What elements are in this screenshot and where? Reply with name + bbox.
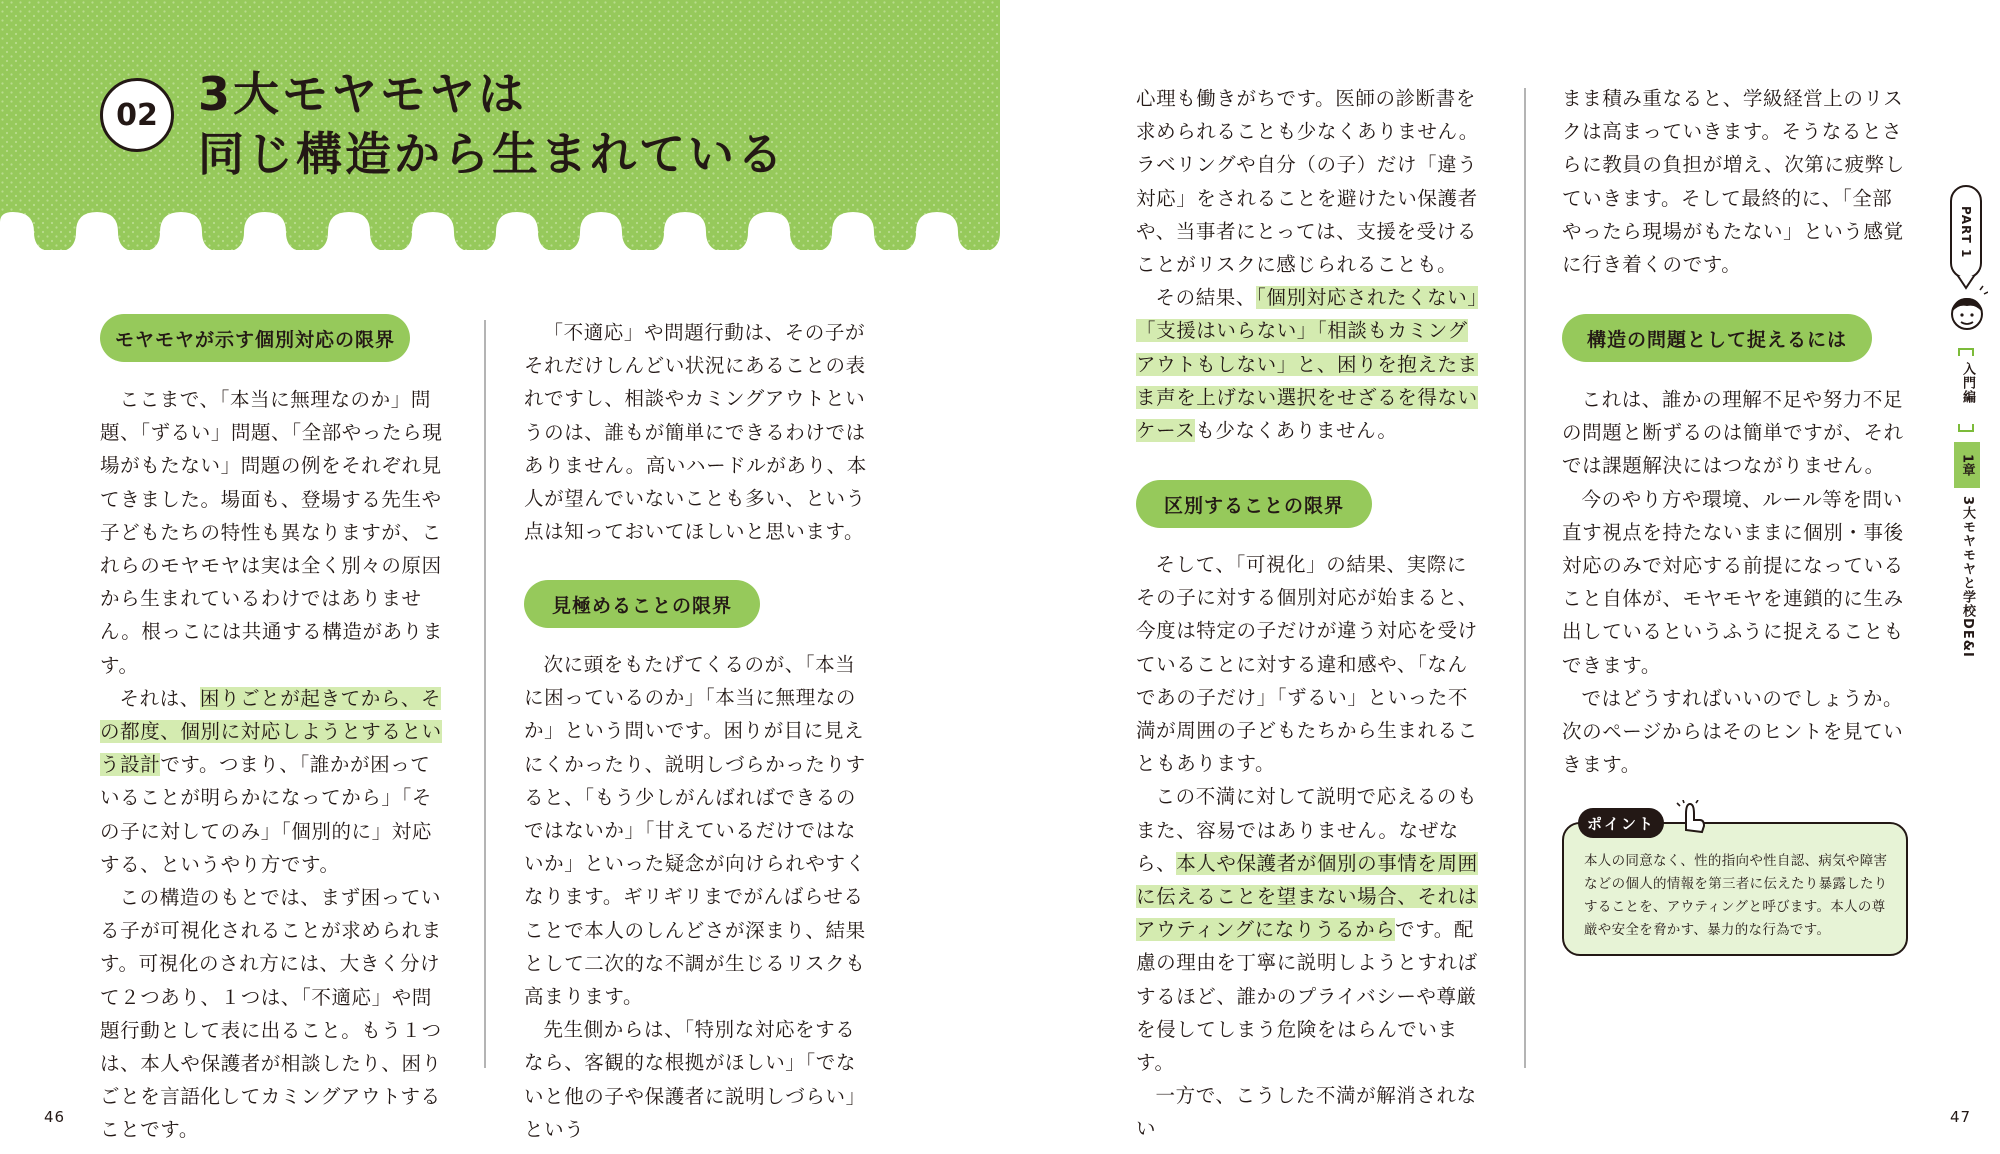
point-label: ポイント <box>1578 808 1664 838</box>
paragraph: そして、「可視化」の結果、実際にその子に対する個別対応が始まると、今度は特定の子だけが違う対応を受けていることに対する違和感や、「なんであの子だけ」「ずるい」といった不満が周囲の子どもたちから生まれることもあります。 <box>1136 553 1478 776</box>
text: この不満に対して説明で応えるのもまた、容易ではありません。なぜなら、 <box>1136 785 1478 875</box>
paragraph: これは、誰かの理解不足や努力不足の問題と断ずるのは簡単ですが、それでは課題解決にはつながりません。 <box>1562 388 1904 478</box>
paragraph <box>1136 780 1486 1079</box>
column-4-cont <box>1562 383 1912 781</box>
paragraph: 一方で、こうした不満が解消されない <box>1136 1084 1477 1141</box>
paragraph: 心理も働きがちです。医師の診断書を求められることも少なくありません。ラベリングや自分（の子）だけ「違う対応」をされることを避けたい保護者や、当事者にとっては、支援を受けることがリスクに感じられることも。 <box>1136 87 1479 277</box>
paragraph: まま積み重なると、学級経営上のリスクは高まっていきます。そうなるとさらに教員の負担が増え、次第に疲弊していきます。そして最終的に、「全部やったら現場がもたない」という感覚に行き着くのです。 <box>1562 87 1905 277</box>
highlighted-text: 本人や保護者が個別の事情を周囲に伝えることを望まない場合、それはアウティングになりうるから <box>1136 851 1478 942</box>
character-face-icon <box>1946 284 1988 340</box>
section-number: 02 <box>100 78 174 152</box>
page-title-line1: 3大モヤモヤは <box>198 67 528 121</box>
column-divider <box>1524 88 1526 1068</box>
chapter-title-label: 3大モヤモヤと学校DE&I <box>1960 496 1975 658</box>
paragraph: 「不適応」や問題行動は、その子がそれだけしんどい状況にあることの表れですし、相談やカミングアウトというのは、誰もが簡単にできるわけではありません。高いハードルがあり、本人が望んでいないことも多い、という点は知っておいてほしいと思います。 <box>524 321 867 544</box>
bracket-bottom <box>1958 424 1974 432</box>
paragraph: 今のやり方や環境、ルール等を問い直す視点を持たないままに個別・事後対応のみで対応する前提になっていること自体が、モヤモヤを連鎖的に生み出しているというふうに捉えることもできます。 <box>1562 487 1904 677</box>
page-number-left: 46 <box>44 1108 66 1126</box>
point-note-text: 本人の同意なく、性的指向や性自認、病気や障害などの個人的情報を第三者に伝えたり暴露したりすることを、アウティングと呼びます。本人の尊厳や安全を脅かす、暴力的な行為です。 <box>1584 853 1888 938</box>
section-heading-structural-view: 構造の問題として捉えるには <box>1562 314 1872 362</box>
paragraph: 先生側からは、「特別な対応をするなら、客観的な根拠がほしい」「でないと他の子や保護者に説明しづらい」という <box>524 1018 866 1141</box>
text: それは、 <box>119 686 200 710</box>
chapter-label: 1章 <box>1959 453 1975 477</box>
section-heading-judgement-limit: 見極めることの限界 <box>524 580 760 628</box>
right-page <box>1000 0 2000 1154</box>
column-4 <box>1562 82 1912 281</box>
column-3 <box>1136 82 1486 447</box>
column-2-cont <box>524 648 874 1146</box>
section-heading-distinction-limit: 区別することの限界 <box>1136 480 1372 528</box>
page-title-line2: 同じ構造から生まれている <box>198 127 786 181</box>
chapter-header <box>0 0 1000 250</box>
highlighted-text: 困りごとが起きてから、その都度、個別に対応しようとするという設計 <box>100 686 442 777</box>
paragraph: 次に頭をもたげてくるのが、「本当に困っているのか」「本当に無理なのか」という問いです。困りが目に見えにくかったり、説明しづらかったりすると、「もう少しがんばればできるのではないか」「甘えているだけではないか」といった疑念が向けられやすくなります。ギリギリまでがんばらせることで本人のしんどさが深まり、結果として二次的な不調が生じるリスクも高まります。 <box>524 653 866 1009</box>
column-1 <box>100 383 450 1147</box>
page-number-right: 47 <box>1950 1108 1972 1126</box>
chapter-tab <box>1954 442 1980 488</box>
text: その結果、 <box>1155 286 1257 310</box>
paragraph: ではどうすればいいのでしょうか。次のページからはそのヒントを見ていきます。 <box>1562 686 1904 777</box>
part-tab <box>1950 185 1982 279</box>
text: です。配慮の理由を丁寧に説明しようとすればするほど、誰かのプライバシーや尊厳を侵してしまう危険をはらんでいます。 <box>1136 918 1478 1075</box>
column-2 <box>524 316 874 548</box>
part-name-label: 入門編 <box>1960 362 1975 404</box>
column-3-cont <box>1136 548 1486 1146</box>
paragraph <box>1136 281 1486 447</box>
point-note <box>1562 822 1908 956</box>
column-divider <box>484 320 486 1068</box>
text: です。つまり、「誰かが困っていることが明らかになってから」「その子に対してのみ」「個別的に」対応する、というやり方です。 <box>100 753 432 876</box>
highlighted-text: 「個別対応されたくない」「支援はいらない」「相談もカミングアウトもしない」と、困りを抱えたまま声を上げない選択をせざるを得ないケース <box>1136 286 1478 443</box>
paragraph: この構造のもとでは、まず困っている子が可視化されることが求められます。可視化のされ方には、大きく分けて２つあり、１つは、「不適応」や問題行動として表に出ること。もう１つは、本人や保護者が相談したり、困りごとを言語化してカミングアウトすることです。 <box>100 886 442 1142</box>
part-label: PART 1 <box>1959 205 1973 259</box>
pointing-hand-icon <box>1676 800 1706 834</box>
bracket-top <box>1958 348 1974 356</box>
paragraph <box>100 682 450 881</box>
section-heading-individual-limit: モヤモヤが示す個別対応の限界 <box>100 314 410 362</box>
paragraph: ここまで、「本当に無理なのか」問題、「ずるい」問題、「全部やったら現場がもたない」問題の例をそれぞれ見てきました。場面も、登場する先生や子どもたちの特性も異なりますが、これらのモヤモヤは実は全く別々の原因から生まれているわけではありません。根っこには共通する構造があります。 <box>100 388 443 677</box>
text: も少なくありません。 <box>1195 419 1398 443</box>
